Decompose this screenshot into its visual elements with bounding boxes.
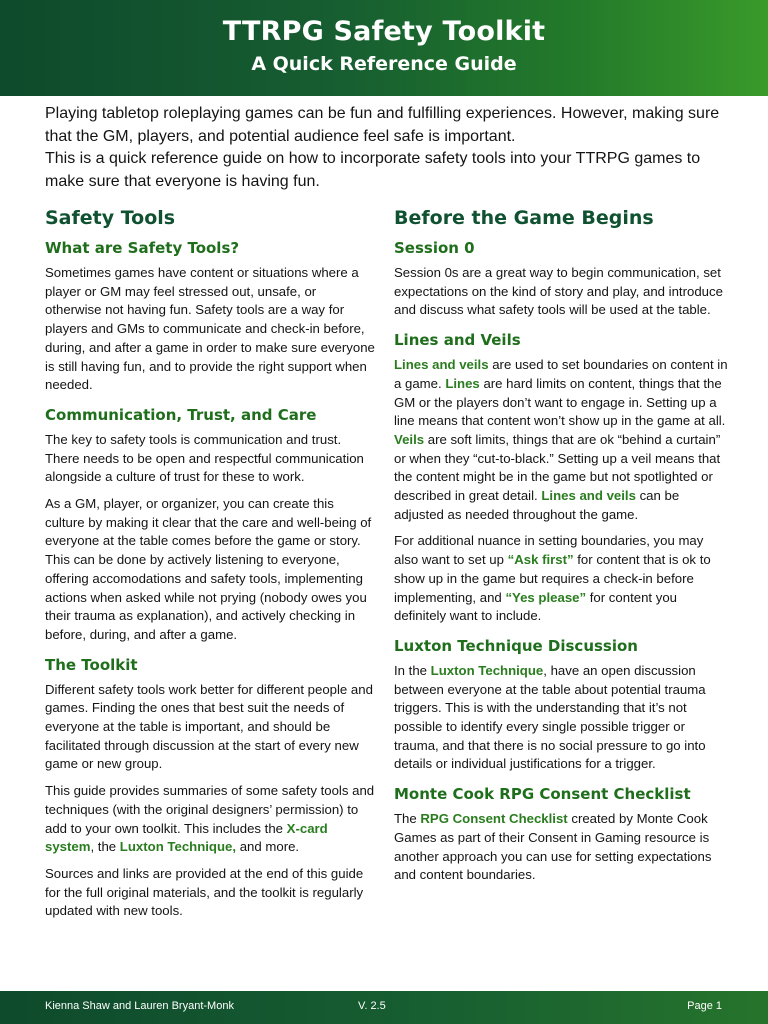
section-what-are-safety-tools — [45, 238, 375, 395]
subheading-the-toolkit: The Toolkit — [45, 655, 138, 674]
text-run: for content you definitely want to include. — [394, 589, 677, 624]
text-run: The — [394, 811, 421, 827]
subheading-what-are-safety-tools: What are Safety Tools? — [45, 239, 240, 257]
paragraph: Sometimes games have content or situations where a player or GM may feel stressed out, unsafe, or otherwise not having fun. Safety tools are a way for players and GMs to communicate and check-in before, during, and after a game in order to make sure everyone is still having fun, and to provide the right support when needed. — [45, 265, 375, 393]
text-run: can be adjusted as needed throughout the game. — [394, 488, 680, 522]
document-title: TTRPG Safety Toolkit — [222, 16, 546, 47]
text-run: are hard limits on content, things that the GM or the players don’t want to engage in. Setting up a line means that content won’t show up in the game at all. — [394, 375, 726, 429]
link-luxton-technique[interactable]: Luxton Technique — [430, 662, 544, 678]
subheading-monte-cook: Monte Cook RPG Consent Checklist — [394, 785, 691, 804]
paragraph: Sources and links are provided at the end of this guide for the full original materials, and the toolkit is regularly updated with new tools. — [45, 865, 364, 919]
link-luxton-technique[interactable]: Luxton Technique, — [119, 839, 237, 855]
left-column — [45, 204, 375, 929]
text-run: for content that is ok to show up in the game but requires a check-in before implementing, and — [394, 552, 711, 605]
text-run: This guide provides summaries of some safety tools and techniques (with the original designers’ permission) to add to your own toolkit. This includes the — [45, 783, 375, 836]
section-heading-before-game: Before the Game Begins — [394, 207, 654, 229]
footer-version: V. 2.5 — [358, 1000, 386, 1012]
paragraph: The key to safety tools is communication and trust. There needs to be open and respectful communication alongside a culture of trust for these to work. — [45, 431, 364, 485]
paragraph — [45, 782, 375, 857]
section-heading-safety-tools: Safety Tools — [45, 207, 176, 229]
paragraph: Different safety tools work better for different people and games. Finding the ones that best suit the needs of everyone at the table is important, and should be facilitated through discussion at the start of every new game or new group. — [45, 681, 373, 772]
paragraph: Session 0s are a great way to begin communication, set expectations on the kind of story and play, and introduce and discuss what safety tools will be used at the table. — [394, 265, 723, 318]
text-run: created by Monte Cook Games as part of their Consent in Gaming resource is another approach you can use for setting expectations and content boundaries. — [394, 811, 712, 883]
paragraph — [394, 532, 730, 626]
footer-authors: Kienna Shaw and Lauren Bryant-Monk — [45, 1000, 234, 1012]
text-run: In the — [394, 662, 431, 678]
paragraph — [394, 662, 730, 774]
highlight-ask-first: “Ask first” — [507, 552, 574, 568]
section-session-0 — [394, 238, 730, 320]
text-run: , the — [90, 839, 120, 855]
page-header — [0, 0, 768, 96]
subheading-communication: Communication, Trust, and Care — [45, 405, 317, 424]
section-communication — [45, 405, 375, 645]
link-lines-and-veils[interactable]: Lines and veils — [394, 357, 489, 373]
link-x-card-system[interactable]: X-card system — [45, 820, 328, 855]
text-run: are soft limits, things that are ok “behind a curtain” or when they “cut-to-black.” Setting up a veil means that the content might be in the game but not spotlighted or described in great detail. — [394, 431, 721, 504]
section-luxton — [394, 636, 730, 774]
section-toolkit — [45, 655, 375, 921]
footer-page-number: Page 1 — [687, 1000, 722, 1012]
paragraph: As a GM, player, or organizer, you can create this culture by making it clear that the care and well-being of everyone at the table comes before the game or story. This can be done by actively listening to everyone, offering accomodations and safety tools, implementing actions when asked while not prying (nobody owes you their trauma as explanation), and actively checking in before, during, and after a game. — [45, 496, 372, 642]
right-column — [394, 204, 730, 893]
text-run: are used to set boundaries on content in a game. — [394, 357, 728, 391]
subheading-session-0: Session 0 — [394, 239, 475, 257]
text-run: and more. — [236, 839, 300, 855]
paragraph — [394, 810, 730, 885]
paragraph — [394, 356, 730, 524]
document-subtitle: A Quick Reference Guide — [251, 53, 517, 75]
section-monte-cook — [394, 784, 730, 885]
intro-paragraph-1: Playing tabletop roleplaying games can be fun and fulfilling experiences. However, making sure that the GM, players, and potential audience feel safe is important. — [45, 105, 720, 145]
text-run: For additional nuance in setting boundaries, you may also want to set up — [394, 533, 704, 568]
intro-text — [45, 103, 735, 193]
highlight-lines-and-veils: Lines and veils — [541, 488, 636, 504]
subheading-luxton-technique: Luxton Technique Discussion — [394, 636, 638, 655]
subheading-lines-and-veils: Lines and Veils — [394, 331, 521, 350]
section-lines-and-veils — [394, 330, 730, 626]
page-footer — [0, 991, 768, 1024]
intro-paragraph-2: This is a quick reference guide on how to incorporate safety tools into your TTRPG games to make sure that everyone is having fun. — [45, 150, 701, 190]
highlight-veils: Veils — [394, 431, 425, 447]
highlight-lines: Lines — [445, 375, 480, 391]
link-rpg-consent-checklist[interactable]: RPG Consent Checklist — [420, 811, 568, 827]
highlight-yes-please: “Yes please” — [505, 589, 587, 605]
text-run: , have an open discussion between everyone at the table about potential trauma triggers. This is with the understanding that it’s not possible to identify every single possible trigger or trauma, and that there is no social pressure to go into details or individual justifications for a trigger. — [394, 662, 706, 772]
